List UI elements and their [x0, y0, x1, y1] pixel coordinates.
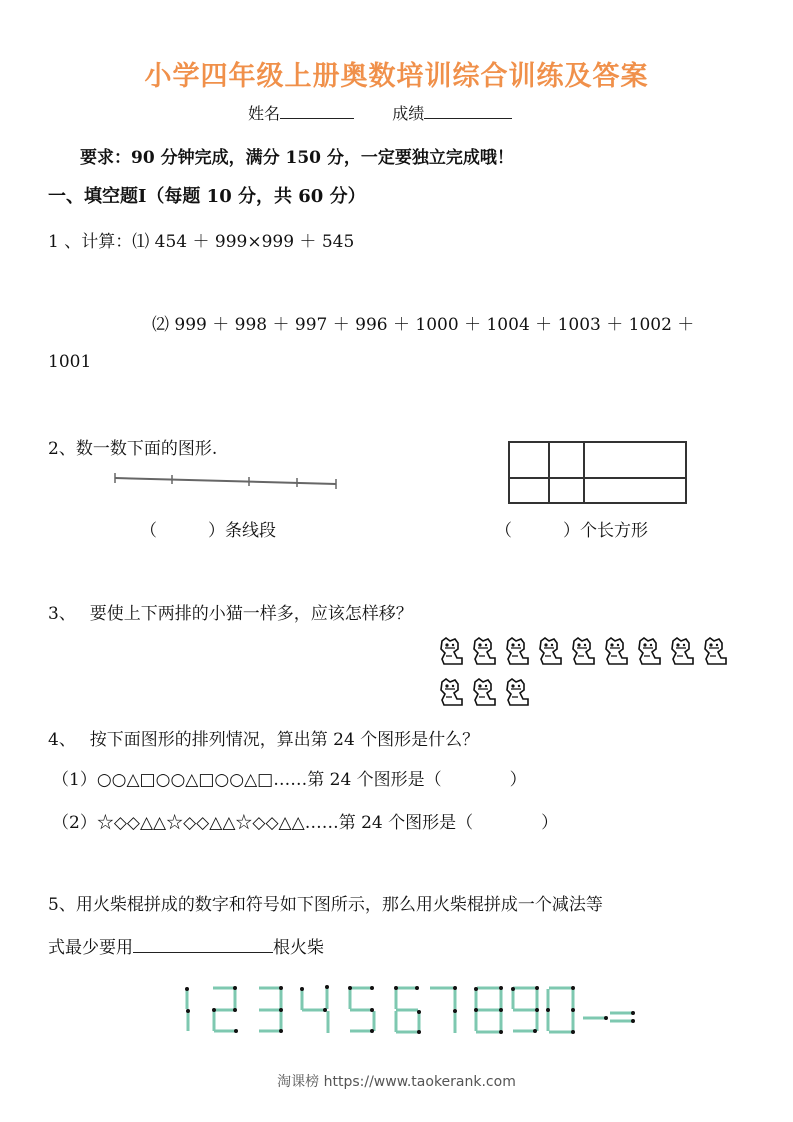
- cat-icon: [601, 636, 631, 666]
- name-blank[interactable]: [280, 104, 354, 119]
- answer-blank[interactable]: [133, 936, 273, 953]
- q4-part1: （1）○○△□○○△□○○△□……第 24 个图形是（ ）: [52, 770, 527, 790]
- q5-line1: 5、用火柴棍拼成的数字和符号如下图所示，那么用火柴棍拼成一个减法等: [48, 895, 603, 915]
- section-heading: 一、填空题Ⅰ（每题 10 分，共 60 分）: [48, 186, 366, 207]
- cat-icon: [634, 636, 664, 666]
- matchstick-digits-figure: [175, 983, 635, 1035]
- q5-line2: [48, 933, 324, 958]
- rectangle-figure: [507, 440, 689, 506]
- q1-part2: ⑵ 999 ＋ 998 ＋ 997 ＋ 996 ＋ 1000 ＋ 1004 ＋ 1003 ＋ 1002 ＋: [152, 315, 695, 335]
- score-label: 成绩: [392, 104, 425, 123]
- cat-icon: [667, 636, 697, 666]
- name-label: 姓名: [248, 104, 281, 123]
- line-segment-figure: [110, 472, 342, 492]
- q1-part2-cont: 1001: [48, 352, 92, 372]
- page-title: 小学四年级上册奥数培训综合训练及答案: [144, 61, 649, 92]
- cat-icon: [700, 636, 730, 666]
- cat-row-top: [436, 636, 733, 670]
- rectangle-answer: （ ）个长方形: [495, 521, 648, 541]
- cat-icon: [568, 636, 598, 666]
- cat-icon: [502, 677, 532, 707]
- score-blank[interactable]: [424, 104, 512, 119]
- cat-icon: [502, 636, 532, 666]
- footer-watermark: 淘课榜 https://www.taokerank.com: [277, 1074, 516, 1090]
- cat-icon: [469, 636, 499, 666]
- q5-line2-prefix: 式最少要用: [48, 938, 133, 958]
- student-info: [248, 101, 512, 124]
- cat-icon: [436, 677, 466, 707]
- q4-label: 4、 按下面图形的排列情况，算出第 24 个图形是什么？: [48, 730, 480, 750]
- segment-answer: （ ）条线段: [140, 521, 276, 541]
- q3-label: 3、 要使上下两排的小猫一样多，应该怎样移？: [48, 604, 413, 624]
- q4-part2: （2）☆◇◇△△☆◇◇△△☆◇◇△△……第 24 个图形是（ ）: [52, 813, 559, 833]
- requirement-text: 要求：90 分钟完成，满分 150 分，一定要独立完成哦！: [80, 148, 514, 168]
- q5-line2-suffix: 根火柴: [273, 938, 324, 958]
- q1-label: 1 、计算：⑴ 454 ＋ 999×999 ＋ 545: [48, 232, 355, 252]
- cat-icon: [535, 636, 565, 666]
- q2-label: 2、数一数下面的图形.: [48, 439, 218, 459]
- cat-icon: [436, 636, 466, 666]
- cat-row-bottom: [436, 677, 535, 711]
- cat-icon: [469, 677, 499, 707]
